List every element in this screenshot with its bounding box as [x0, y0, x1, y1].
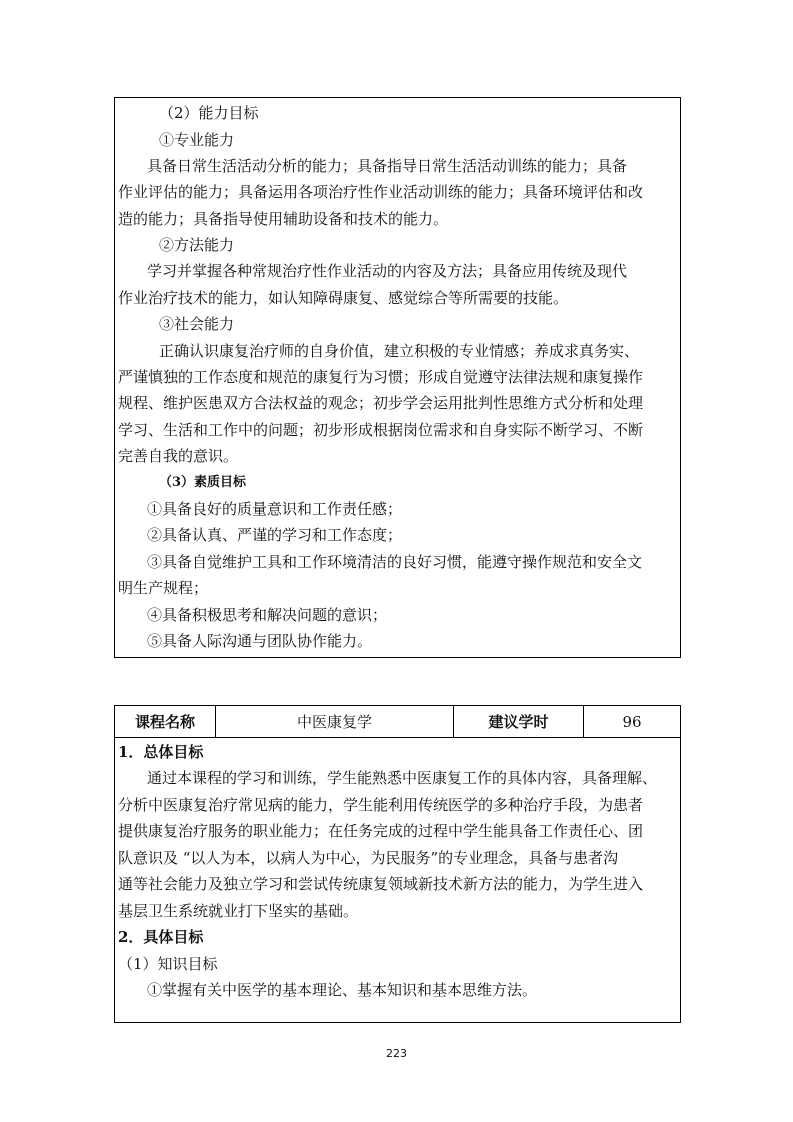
course-name-value: 中医康复学 — [216, 706, 454, 737]
text-line: 作业评估的能力；具备运用各项治疗性作业活动训练的能力；具备环境评估和改 — [118, 183, 644, 201]
text-line: 提供康复治疗服务的职业能力；在任务完成的过程中学生能具备工作责任心、团 — [118, 822, 644, 840]
subheading-professional: ①专业能力 — [159, 131, 235, 149]
section-heading-overall: 1．总体目标 — [118, 743, 204, 761]
section-heading-ability: （2）能力目标 — [159, 104, 259, 122]
text-line: 作业治疗技术的能力，如认知障碍康复、感觉综合等所需要的技能。 — [118, 289, 569, 307]
text-line: 通等社会能力及独立学习和尝试传统康复领域新技术新方法的能力，为学生进入 — [118, 875, 644, 893]
text-line: 具备日常生活活动分析的能力；具备指导日常生活活动训练的能力；具备 — [147, 157, 628, 175]
subheading-social: ③社会能力 — [159, 315, 235, 333]
text-line: 造的能力；具备指导使用辅助设备和技术的能力。 — [118, 210, 449, 228]
list-item: ①具备良好的质量意识和工作责任感； — [147, 500, 403, 518]
course-goals-box — [114, 737, 681, 1023]
hours-label: 建议学时 — [454, 706, 584, 737]
text-line: 规程、维护医患双方合法权益的观念；初步学会运用批判性思维方式分析和处理 — [118, 394, 644, 412]
text-line: 通过本课程的学习和训练，学生能熟悉中医康复工作的具体内容，具备理解、 — [147, 769, 658, 787]
text-line: 学习、生活和工作中的问题；初步形成根据岗位需求和自身实际不断学习、不断 — [118, 421, 644, 439]
text-line: 基层卫生系统就业打下坚实的基础。 — [118, 902, 359, 920]
text-line: 明生产规程； — [118, 579, 209, 597]
list-item: ③具备自觉维护工具和工作环境清洁的良好习惯，能遵守操作规范和安全文 — [147, 553, 643, 571]
hours-value: 96 — [622, 712, 642, 731]
ability-goals-box — [114, 97, 681, 658]
text-line: 正确认识康复治疗师的自身价值，建立积极的专业情感；养成求真务实、 — [159, 342, 640, 360]
text-line: 分析中医康复治疗常见病的能力，学生能利用传统医学的多种治疗手段，为患者 — [118, 796, 644, 814]
section-heading-quality: （3）素质目标 — [159, 475, 247, 490]
subheading-knowledge: （1）知识目标 — [118, 955, 218, 973]
course-header-row — [114, 705, 681, 737]
list-item: ④具备积极思考和解决问题的意识； — [147, 606, 388, 624]
text-line: 队意识及 “以人为本，以病人为中心，为民服务”的专业理念，具备与患者沟 — [118, 849, 619, 867]
list-item: ①掌握有关中医学的基本理论、基本知识和基本思维方法。 — [147, 981, 538, 999]
text-line: 严谨慎独的工作态度和规范的康复行为习惯；形成自觉遵守法律法规和康复操作 — [118, 368, 644, 386]
course-name-label: 课程名称 — [115, 706, 216, 737]
list-item: ⑤具备人际沟通与团队协作能力。 — [147, 632, 373, 650]
text-line: 学习并掌握各种常规治疗性作业活动的内容及方法；具备应用传统及现代 — [147, 262, 628, 280]
page-number: 223 — [386, 1047, 407, 1060]
subheading-method: ②方法能力 — [159, 236, 235, 254]
text-line: 完善自我的意识。 — [118, 447, 239, 465]
list-item: ②具备认真、严谨的学习和工作态度； — [147, 526, 403, 544]
section-heading-specific: 2．具体目标 — [118, 928, 204, 946]
